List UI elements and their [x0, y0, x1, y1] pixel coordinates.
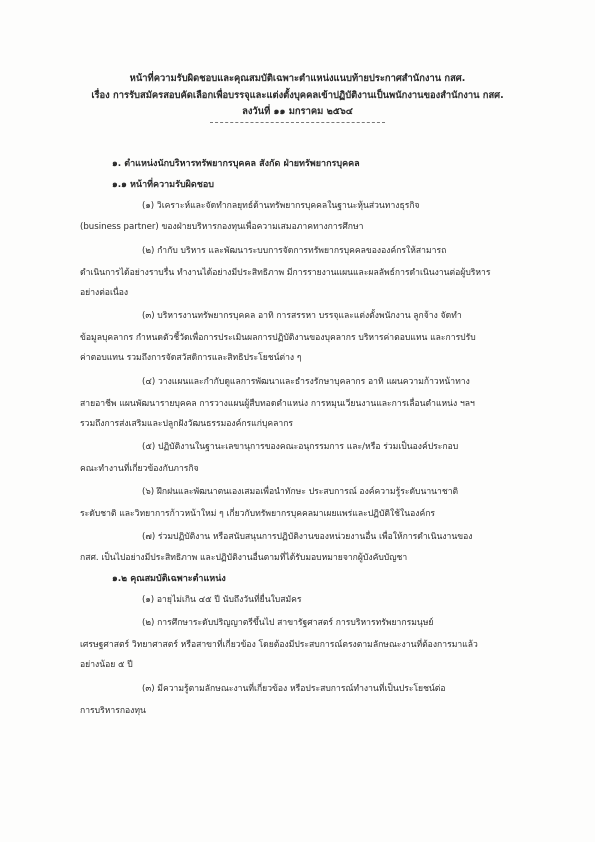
section-title: ๑. ตำแหน่งนักบริหารทรัพยากรบุคคล สังกัด ฝ่ายทรัพยากรบุคคล	[112, 159, 360, 169]
header-divider	[210, 122, 385, 123]
duty-2-line-2: ดำเนินการได้อย่างราบรื่น ทำงานได้อย่างมีประสิทธิภาพ มีการรายงานแผนและผลลัพธ์การดำเนินงานต่อผู้บริหาร	[80, 268, 491, 278]
qual-3-line-2: การบริหารกองทุน	[80, 706, 146, 716]
duty-1-line-2: (business partner) ของฝ่ายบริหารกองทุนเพื่อความเสมอภาคทางการศึกษา	[80, 222, 364, 232]
header-line-1: หน้าที่ความรับผิดชอบและคุณสมบัติเฉพาะตำแหน่งแนบท้ายประกาศสำนักงาน กสศ.	[129, 73, 466, 84]
qual-1-line-1: (๑) อายุไม่เกิน ๔๕ ปี นับถึงวันที่ยื่นใบสมัคร	[142, 595, 302, 605]
duty-3-line-3: ค่าตอบแทน รวมถึงการจัดสวัสดิการและสิทธิประโยชน์ต่าง ๆ	[80, 353, 302, 363]
duty-1-line-1: (๑) วิเคราะห์และจัดทำกลยุทธ์ด้านทรัพยากรบุคคลในฐานะหุ้นส่วนทางธุรกิจ	[142, 201, 420, 211]
duty-3-line-1: (๓) บริหารงานทรัพยากรบุคคล อาทิ การสรรหา บรรจุและแต่งตั้งพนักงาน ลูกจ้าง จัดทำ	[142, 311, 462, 321]
qual-3-line-1: (๓) มีความรู้ตามลักษณะงานที่เกี่ยวข้อง หรือประสบการณ์ทำงานที่เป็นประโยชน์ต่อ	[142, 684, 446, 694]
duty-7-line-1: (๗) ร่วมปฏิบัติงาน หรือสนับสนุนการปฏิบัติงานของหน่วยงานอื่น เพื่อให้การดำเนินงานของ	[142, 532, 473, 542]
header-line-2: เรื่อง การรับสมัครสอบคัดเลือกเพื่อบรรจุและแต่งตั้งบุคคลเข้าปฏิบัติงานเป็นพนักงานของสำนักงาน กสศ.	[91, 90, 504, 101]
duty-6-line-1: (๖) ฝึกฝนและพัฒนาตนเองเสมอเพื่อนำทักษะ ประสบการณ์ องค์ความรู้ระดับนานาชาติ	[142, 487, 459, 497]
duty-5-line-1: (๕) ปฏิบัติงานในฐานะเลขานุการของคณะอนุกรรมการ และ/หรือ ร่วมเป็นองค์ประกอบ	[142, 442, 459, 452]
duty-4-line-3: รวมถึงการส่งเสริมและปลูกฝังวัฒนธรรมองค์กรแก่บุคลากร	[80, 419, 294, 429]
header-line-3: ลงวันที่ ๑๑ มกราคม ๒๕๖๔	[242, 106, 353, 117]
qualifications-heading: ๑.๒ คุณสมบัติเฉพาะตำแหน่ง	[112, 574, 226, 584]
duty-4-line-1: (๔) วางแผนและกำกับดูแลการพัฒนาและธำรงรักษาบุคลากร อาทิ แผนความก้าวหน้าทาง	[142, 377, 470, 387]
qual-2-line-1: (๒) การศึกษาระดับปริญญาตรีขึ้นไป สาขารัฐศาสตร์ การบริหารทรัพยากรมนุษย์	[142, 618, 434, 628]
duty-7-line-2: กสศ. เป็นไปอย่างมีประสิทธิภาพ และปฏิบัติงานอื่นตามที่ได้รับมอบหมายจากผู้บังคับบัญชา	[80, 553, 408, 563]
duty-3-line-2: ข้อมูลบุคลากร กำหนดตัวชี้วัดเพื่อการประเมินผลการปฏิบัติงานของบุคลากร บริหารค่าตอบแทน และการปรับ	[80, 333, 476, 343]
qual-2-line-2: เศรษฐศาสตร์ วิทยาศาสตร์ หรือสาขาที่เกี่ยวข้อง โดยต้องมีประสบการณ์ตรงตามลักษณะงานที่ต้องการมาแล้ว	[80, 640, 478, 650]
duty-2-line-1: (๒) กำกับ บริหาร และพัฒนาระบบการจัดการทรัพยากรบุคคลขององค์กรให้สามารถ	[142, 246, 447, 256]
duty-4-line-2: สายอาชีพ แผนพัฒนารายบุคคล การวางแผนผู้สืบทอดตำแหน่ง การหมุนเวียนงานและการเลื่อนตำแหน่ง ฯลฯ	[80, 399, 475, 409]
duty-5-line-2: คณะทำงานที่เกี่ยวข้องกับภารกิจ	[80, 464, 199, 474]
duties-heading: ๑.๑ หน้าที่ความรับผิดชอบ	[112, 180, 215, 190]
duty-2-line-3: อย่างต่อเนื่อง	[80, 288, 129, 298]
duty-6-line-2: ระดับชาติ และวิทยาการก้าวหน้าใหม่ ๆ เกี่ยวกับทรัพยากรบุคคลมาเผยแพร่และปฏิบัติใช้ในองค์กร	[80, 509, 436, 519]
qual-2-line-3: อย่างน้อย ๕ ปี	[80, 660, 133, 670]
